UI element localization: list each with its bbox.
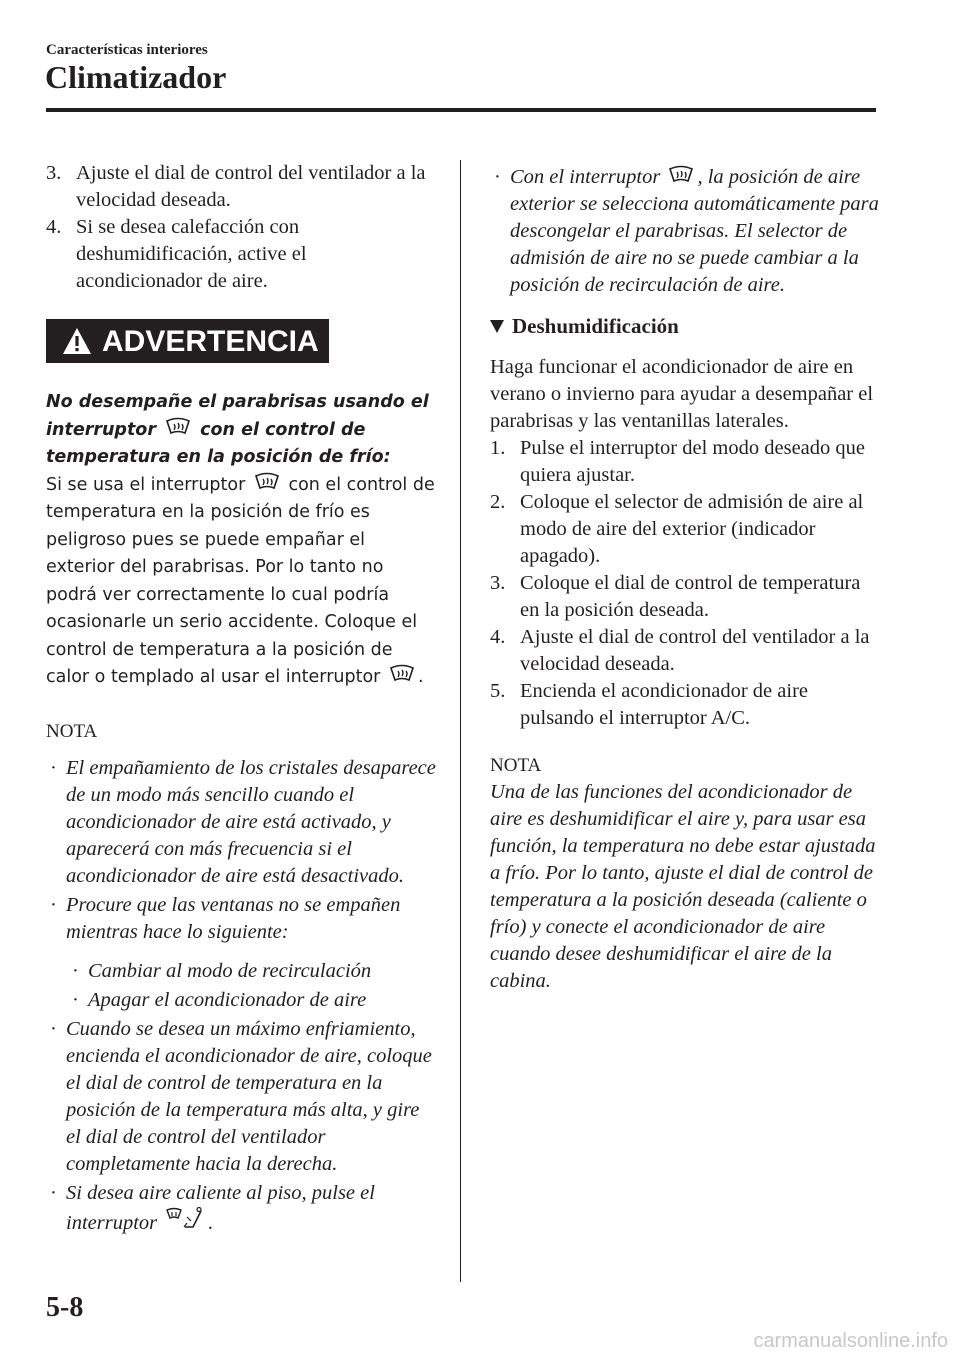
windshield-defroster-icon bbox=[165, 417, 191, 437]
step-number: 5. bbox=[490, 680, 506, 702]
intro-paragraph: Haga funcionar el acondicionador de aire en verano o invierno para ayudar a desempañar el parabrisas y las ventanillas laterales. bbox=[490, 356, 874, 432]
list-item bbox=[46, 160, 436, 214]
step-text: Coloque el selector de admisión de aire al modo de aire del exterior (indicador apagado). bbox=[520, 491, 864, 567]
section-heading-label: Deshumidificación bbox=[512, 314, 679, 338]
step-text: Encienda el acondicionador de aire pulsando el interruptor A/C. bbox=[520, 680, 808, 729]
step-number: 1. bbox=[490, 437, 506, 459]
bullet-dot: · bbox=[50, 756, 57, 779]
list-item bbox=[490, 489, 882, 570]
windshield-defroster-icon bbox=[668, 165, 694, 185]
list-item bbox=[490, 678, 882, 732]
bullet-dot: · bbox=[50, 893, 57, 916]
step-number: 4. bbox=[46, 216, 62, 238]
left-column bbox=[46, 160, 436, 1237]
warning-triangle-icon bbox=[62, 327, 92, 355]
list-item bbox=[46, 214, 436, 295]
list-item bbox=[490, 570, 882, 624]
bullet-text: El empañamiento de los cristales desaparece de un modo más sencillo cuando el acondicionador de aire está activado, y aparecerá con más frecuencia si el acondicionador de aire está desactivado. bbox=[66, 756, 436, 887]
step-number: 3. bbox=[46, 162, 62, 184]
warning-body bbox=[46, 472, 436, 692]
triangle-marker-icon bbox=[490, 320, 504, 333]
bullet-dot: · bbox=[50, 1181, 57, 1204]
step-text: Ajuste el dial de control del ventilador a la velocidad deseada. bbox=[520, 626, 870, 675]
bullet-text: Procure que las ventanas no se empañen mientras hace lo siguiente: bbox=[66, 893, 401, 943]
list-item bbox=[46, 1016, 436, 1178]
list-item bbox=[68, 958, 436, 985]
column-divider bbox=[460, 160, 461, 1282]
bullet-text-post: , la posición de aire exterior se selecciona automáticamente para descongelar el parabrisas. El selector de admisión de aire no se puede cambiar a la posición de recirculación de aire. bbox=[510, 166, 879, 296]
bullet-text bbox=[66, 1180, 436, 1237]
list-item bbox=[490, 624, 882, 678]
warning-body-end: . bbox=[417, 667, 424, 687]
bullet-dot: · bbox=[72, 959, 79, 982]
bullet-dot: · bbox=[72, 988, 79, 1011]
warning-banner-label: ADVERTENCIA bbox=[102, 324, 319, 358]
list-item bbox=[46, 892, 436, 946]
list-item bbox=[46, 755, 436, 890]
windshield-defroster-icon bbox=[389, 664, 415, 684]
bullet-text-end: . bbox=[208, 1211, 214, 1234]
bullet-text: Cambiar al modo de recirculación bbox=[88, 959, 372, 982]
step-text: Ajuste el dial de control del ventilador a la velocidad deseada. bbox=[76, 162, 426, 211]
page-title: Climatizador bbox=[45, 59, 227, 95]
warning-body-pre: Si se usa el interruptor bbox=[46, 474, 246, 495]
bullet-text-pre: Si desea aire caliente al piso, pulse el interruptor bbox=[66, 1181, 375, 1234]
bullet-text-pre: Con el interruptor bbox=[510, 166, 661, 188]
list-item bbox=[490, 164, 882, 299]
warning-banner bbox=[46, 319, 329, 363]
nota-label: NOTA bbox=[46, 720, 98, 742]
step-text: Pulse el interruptor del modo deseado que quiera ajustar. bbox=[520, 437, 865, 486]
section-heading bbox=[490, 313, 882, 340]
warning-body-main: con el control de temperatura en la posición de frío es peligroso pues se puede empañar el exterior del parabrisas. Por lo tanto no podrá ver correctamente lo cual podría ocasionarle un serio accidente. Coloque el control de temperatura a la posición de calor o templado al usar el interruptor bbox=[46, 474, 435, 687]
warning-heading bbox=[46, 389, 436, 472]
step-number: 3. bbox=[490, 572, 506, 594]
page-number: 5-8 bbox=[46, 1292, 84, 1323]
title-rule bbox=[46, 108, 876, 112]
step-number: 4. bbox=[490, 626, 506, 648]
nota-label: NOTA bbox=[490, 755, 542, 776]
watermark: carmanualsonline.info bbox=[753, 1330, 948, 1352]
list-item bbox=[490, 435, 882, 489]
bullet-text bbox=[510, 164, 882, 299]
right-steps-list bbox=[490, 435, 882, 732]
bullet-text: Apagar el acondicionador de aire bbox=[88, 988, 367, 1011]
step-number: 2. bbox=[490, 491, 506, 513]
warning-heading-pre: No desempañe el parabrisas usando el interruptor bbox=[46, 392, 429, 440]
left-steps-list bbox=[46, 160, 436, 295]
list-item bbox=[46, 1180, 436, 1237]
floor-defroster-icon bbox=[165, 1207, 205, 1231]
nota-text: Una de las funciones del acondicionador de aire es deshumidificar el aire y, para usar esa función, la temperatura no debe estar ajustada a frío. Por lo tanto, ajuste el dial de control de temperatura a la posición deseada (caliente o frío) y conecte el acondicionador de aire cuando desee deshumidificar el aire de la cabina. bbox=[490, 781, 876, 992]
list-item bbox=[68, 987, 436, 1014]
warning-text bbox=[46, 389, 436, 692]
warning-heading-post: con el control de temperatura en la posición de frío: bbox=[46, 419, 391, 467]
bullet-dot: · bbox=[494, 166, 501, 188]
right-column bbox=[490, 164, 882, 995]
step-text: Coloque el dial de control de temperatura en la posición deseada. bbox=[520, 572, 861, 621]
step-text: Si se desea calefacción con deshumidificación, active el acondicionador de aire. bbox=[76, 216, 307, 292]
windshield-defroster-icon bbox=[254, 472, 280, 492]
section-label: Características interiores bbox=[46, 42, 208, 58]
bullet-dot: · bbox=[50, 1017, 57, 1040]
bullet-text: Cuando se desea un máximo enfriamiento, encienda el acondicionador de aire, coloque el dial de control de temperatura en la posición de la temperatura más alta, y gire el dial de control del ventilador completamente hacia la derecha. bbox=[66, 1017, 432, 1175]
